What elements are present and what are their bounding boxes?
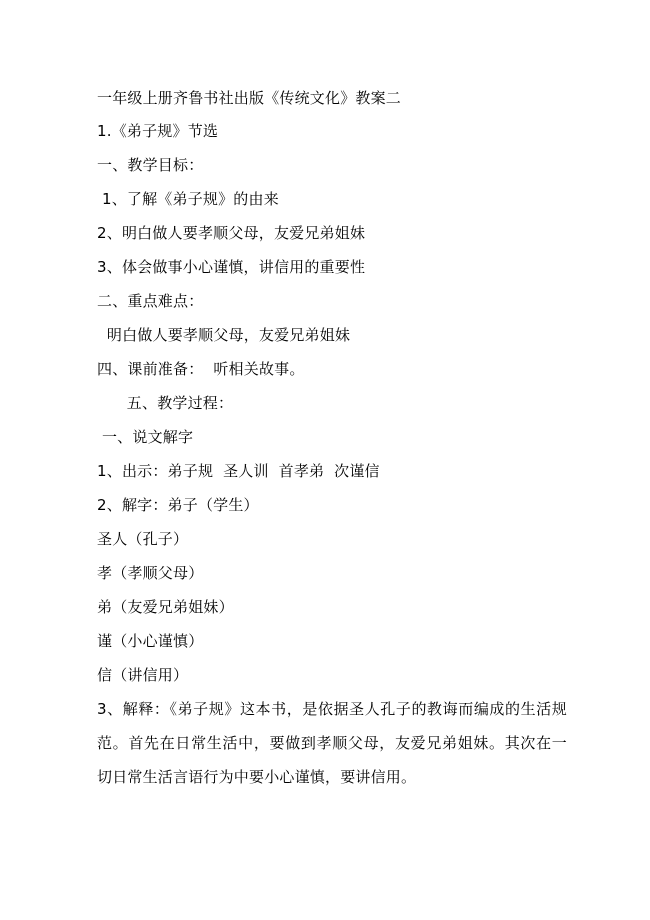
section-heading-goals: 一、教学目标： (97, 156, 204, 174)
character-item-trust: 信（讲信用） (97, 666, 189, 684)
goal-item-1: 1、了解《弟子规》的由来 (97, 190, 279, 208)
step-show: 1、出示：弟子规 圣人训 首孝弟 次谨信 (97, 462, 380, 480)
subsection-heading-character-explanation: 一、说文解字 (97, 428, 194, 446)
character-item-sage: 圣人（孔子） (97, 530, 189, 548)
document-title: 一年级上册齐鲁书社出版《传统文化》教案二 (97, 89, 402, 107)
goal-item-3: 3、体会做事小心谨慎，讲信用的重要性 (97, 258, 366, 276)
character-item-prudent: 谨（小心谨慎） (97, 632, 204, 650)
key-point-text: 明白做人要孝顺父母，友爱兄弟姐妹 (97, 326, 351, 344)
character-item-brotherly: 弟（友爱兄弟姐妹） (97, 598, 234, 616)
section-heading-preparation: 四、课前准备： 听相关故事。 (97, 360, 305, 378)
goal-item-2: 2、明白做人要孝顺父母，友爱兄弟姐妹 (97, 224, 366, 242)
lesson-heading: 1.《弟子规》节选 (97, 122, 219, 140)
step-explain-characters: 2、解字：弟子（学生） (97, 496, 259, 514)
section-heading-process: 五、教学过程： (97, 394, 234, 412)
character-item-filial: 孝（孝顺父母） (97, 564, 204, 582)
explanation-paragraph: 3、解释：《弟子规》这本书，是依据圣人孔子的教诲而编成的生活规范。首先在日常生活中，要做到孝顺父母，友爱兄弟姐妹。其次在一切日常生活言语行为中要小心谨慎，要讲信用。 (97, 700, 567, 786)
section-heading-key-points: 二、重点难点： (97, 292, 204, 310)
